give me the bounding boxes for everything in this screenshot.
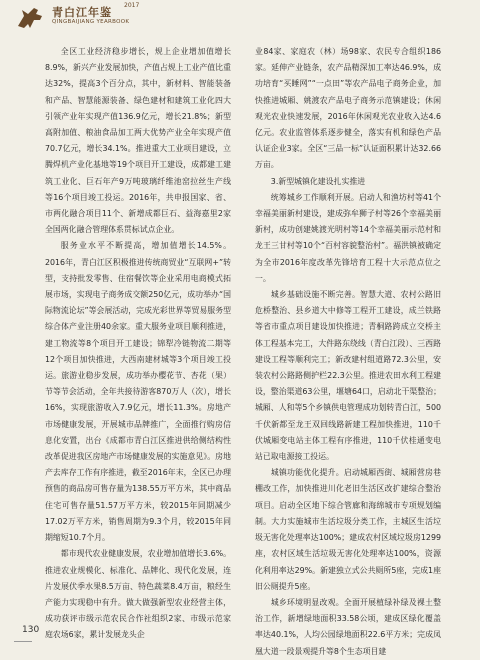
yearbook-year: 2017 bbox=[124, 2, 140, 9]
page-number: 130 bbox=[22, 625, 40, 635]
section-heading: 3.新型城镇化建设扎实推进 bbox=[270, 176, 366, 186]
paragraph: 业84家、家庭农（林）场98家、农民专合组织186家。延伸产业链条，农产品精深加工率达46.9%，成功培育“买睡网”“一点田”等农产品电子商务企业，加快推进城厢、姚渡农产品电子商务示范镇建设；休闲观光农业快速发展，2016年休闲观光农业收入达4.6亿元。农业监管体系逐步健全，落实有机和绿色产品认证企业3家。全区“三品一标”认证面积累计达32.66万亩。 bbox=[255, 47, 441, 170]
yearbook-header bbox=[14, 2, 184, 38]
paragraph: 城乡环境明显改观。全面开展植绿补绿及裸土整治工作，新增绿地面积33.58公顷，建成区绿化覆盖率达40.1%，人均公园绿地面积22.6平方米；完成凤凰大道一段景观提升等8个生态项目建 bbox=[255, 597, 441, 656]
left-text-column bbox=[45, 44, 231, 644]
paragraph: 城乡基础设施不断完善。智慧大道、农村公路旧危桥整治、县乡道大中修等工程开工建设，成兰铁路等省市重点项目建设加快推进；青桐路跨成立交桥主体工程基本完工，大件路东绕线（青白江段）、三西路建设工程等顺利完工；新改建村组道路72.3公里，安装农村公路路侧护栏22.3公里。推进农田水利工程建设，整治渠道63公里，堰塘64口，启动北干渠整治；城厢、人和等5个乡镇供电管理成功划转青白江，500千伏新都至龙王双回线路新建工程加快推进，110千伏城厢变电站主体工程有序推进，110千伏桂通变电站已取电源接工投运。 bbox=[255, 290, 441, 462]
paragraph: 服务业水平不断提高，增加值增长14.5%。2016年，青白江区积极推进传统商贸业“互联网+”转型，支持批发零售、住宿餐饮等企业采用电商模式拓展市场，实现电子商务成交额250亿元，成功举办“国际物流论坛”等会展活动，完成光彩世界等贸易服务型综合体产业注册40余家。重大服务业项目顺利推进，建工物流等8个项目开工建设；锦犁冷链物流二期等12个项目加快推进，大西南建材城等3个项目竣工投运。旅游业稳步发展，成功举办樱花节、杏花（果）节等节会活动，全年共接待游客870万人（次），增长16%，实现旅游收入7.9亿元，增长11.3%。房地产市场健康发展，开展城市品牌推广，全面推行购房信息化安置，出台《成都市青白江区推进供给侧结构性改革促进我区房地产市场健康发展的实施意见》。房地产去库存工作有序推进，截至2016年末，全区已办理预售的商品房可售存量为138.55万平方米，其中商品住宅可售存量51.57万平方米，较2015年同期减少17.02万平方米，销售周期为9.3个月，较2015年同期缩短10.7个月。 bbox=[45, 241, 231, 543]
paragraph: 城镇功能优化提升。启动城厢西街、城厢营房巷棚改工作，加快推进川化老旧生活区改扩建综合整治项目。启动全区地下综合管廊和海绵城市专项规划编制。大力实施城市生活垃圾分类工作，主城区生活垃圾无害化处理率达100%；建成农村区域垃圾房1299座，农村区域生活垃圾无害化处理率达100%，资源化利用率达29%。新建独立式公共厕所5座，完成1座旧公厕提升5座。 bbox=[255, 468, 441, 591]
horse-icon bbox=[14, 2, 46, 34]
yearbook-title: 青白江年鉴 bbox=[52, 6, 112, 19]
paragraph: 都市现代农业健康发展，农业增加值增长3.6%。推进农业规模化、标准化、品牌化、现代化发展，连片发展伏季水果8.5万亩、特色蔬菜8.4万亩，粮经生产能力实现稳中有升。做大做强新型农业经营主体，成功获评市级示范农民合作社组织2家、市级示范家庭农场6家，累计发展龙头企 bbox=[45, 549, 231, 640]
yearbook-subtitle: QINGBAIJIANG YEARBOOK bbox=[52, 19, 130, 25]
right-text-column bbox=[255, 44, 441, 660]
footer-divider bbox=[14, 641, 32, 642]
paragraph: 全区工业经济稳步增长，规上企业增加值增长8.9%，新兴产业发展加快，产值占规上工业产值比重达32%，提高3个百分点，其中，新材料、智能装备和产品、智慧能源装备、绿色建材和建筑工业化四大引领产业年实现产值136.9亿元，增长21.8%；新型高附加值、粮油食品加工两大优势产业全年实现产值70.7亿元，增长34.1%。推进重大工业项目建设，立腾焊机产业化基地等19个项目开工建设，成都建工建筑工业化、巨石年产9万吨玻璃纤维池窑拉丝生产线等16个项目竣工投运。2016年，共申报国家、省、市两化融合项目11个、新增成都巨石、益海嘉里2家全国两化融合管理体系贯标试点企业。 bbox=[45, 47, 231, 235]
paragraph: 统筹城乡工作顺利开展。启动人和渔坊村等41个幸福美丽新村建设，建成弥牟狮子村等26个幸福美丽新村，成功创建姚渡光明村等14个幸福美丽示范村和龙王三甘村等10个“百村容貌整治村”。福洪镇被确定为全市2016年度改革先锋培育工程十大示范点位之一。 bbox=[255, 192, 441, 283]
